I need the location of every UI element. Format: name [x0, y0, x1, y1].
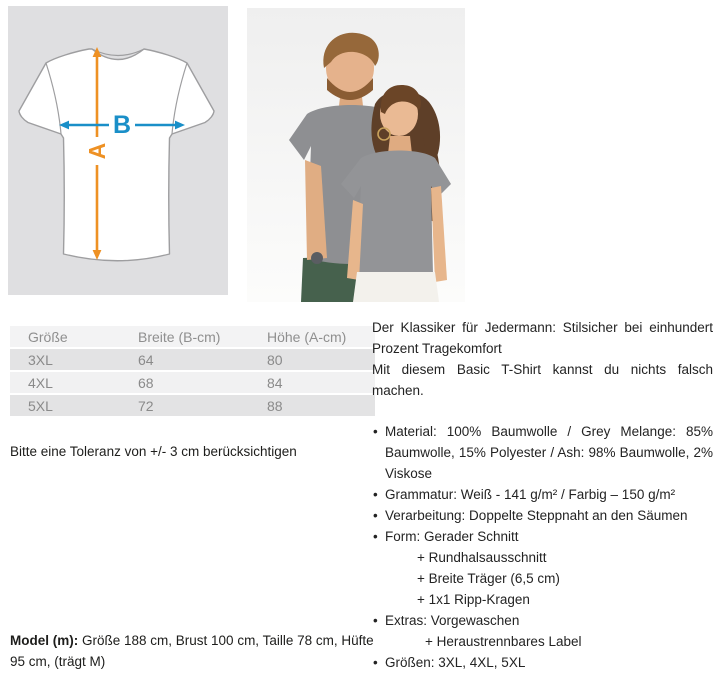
table-row [10, 349, 375, 370]
cell-size: 4XL [28, 374, 53, 391]
table-row [10, 395, 375, 416]
bullet-icon: • [373, 508, 378, 523]
cell-size: 3XL [28, 351, 53, 368]
bullet-icon: • [373, 487, 378, 502]
col-header-groesse: Größe [28, 328, 68, 345]
list-subitem: + Breite Träger (6,5 cm) [417, 571, 560, 586]
bullet-icon: • [373, 424, 378, 439]
models-photo-illustration [247, 8, 465, 302]
description-intro-line: Mit diesem Basic T-Shirt kannst du nichts falsch machen. [372, 362, 713, 398]
list-item-form [372, 526, 713, 610]
list-subitem: + 1x1 Ripp-Kragen [417, 592, 530, 607]
size-diagram-panel [8, 6, 228, 295]
list-item-text: Verarbeitung: Doppelte Steppnaht an den Säumen [385, 508, 688, 523]
cell-breite: 72 [138, 397, 154, 414]
list-item-grammatur [372, 484, 713, 505]
list-item-text: Grammatur: Weiß - 141 g/m² / Farbig – 150 g/m² [385, 487, 676, 502]
feature-list [372, 421, 713, 673]
bullet-icon: • [373, 613, 378, 628]
list-item-verarbeitung [372, 505, 713, 526]
list-item-extras [372, 610, 713, 652]
tolerance-note: Bitte eine Toleranz von +/- 3 cm berücksichtigen [10, 444, 297, 459]
cell-breite: 64 [138, 351, 154, 368]
description-intro-line: Der Klassiker für Jedermann: Stilsicher bei einhundert Prozent Tragekomfort [372, 320, 713, 356]
list-item-text: Extras: Vorgewaschen [385, 613, 520, 628]
bullet-icon: • [373, 655, 378, 670]
model-info-text: Größe 188 cm, Brust 100 cm, Taille 78 cm, Hüfte 95 cm, (trägt M) [10, 633, 374, 669]
table-row [10, 372, 375, 393]
cell-hoehe: 88 [267, 397, 283, 414]
tshirt-outline [19, 49, 214, 261]
size-table-header-row [10, 326, 375, 347]
model-info [10, 630, 378, 672]
size-table [10, 324, 375, 418]
col-header-breite: Breite (B-cm) [138, 328, 221, 345]
product-description [372, 317, 713, 673]
cell-breite: 68 [138, 374, 154, 391]
col-header-hoehe: Höhe (A-cm) [267, 328, 347, 345]
list-item-text: Material: 100% Baumwolle / Grey Melange: 85% Baumwolle, 15% Polyester / Ash: 98% Baumwolle, 2% Viskose [385, 424, 713, 481]
list-item-text: Größen: 3XL, 4XL, 5XL [385, 655, 526, 670]
list-item-groessen [372, 652, 713, 673]
width-measure-label: B [112, 111, 132, 139]
bullet-icon: • [373, 529, 378, 544]
tshirt-measurement-diagram [8, 6, 228, 295]
model-info-label: Model (m): [10, 633, 79, 648]
cell-hoehe: 80 [267, 351, 283, 368]
height-measure-label: A [84, 142, 110, 160]
list-item-material [372, 421, 713, 484]
models-photo [247, 8, 465, 302]
cell-hoehe: 84 [267, 374, 283, 391]
cell-size: 5XL [28, 397, 53, 414]
list-subitem: + Heraustrennbares Label [425, 634, 582, 649]
list-item-text: Form: Gerader Schnitt [385, 529, 519, 544]
list-subitem: + Rundhalsausschnitt [417, 550, 547, 565]
